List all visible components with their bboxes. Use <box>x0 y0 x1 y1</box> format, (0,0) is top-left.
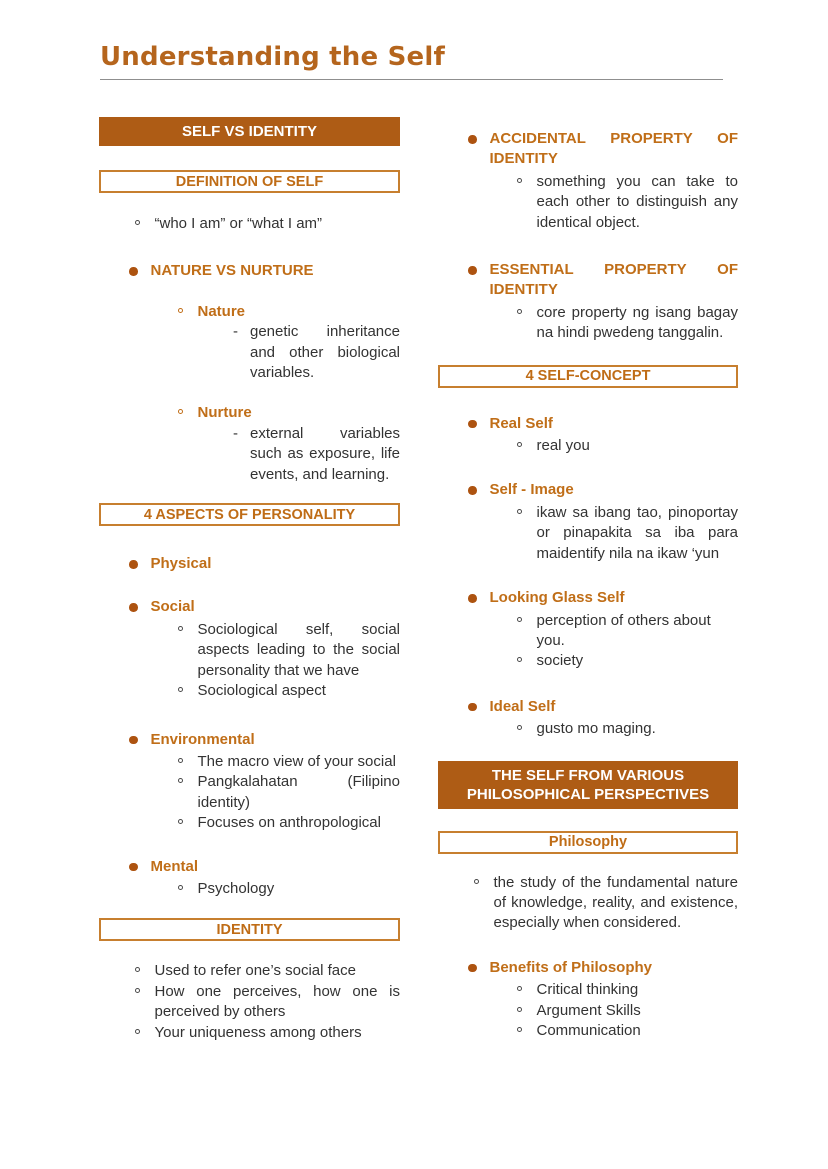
box-header-philosophy: Philosophy <box>438 831 738 854</box>
heading-text: Physical <box>150 555 212 573</box>
dash-bullet-icon <box>233 322 250 342</box>
banner-philosophical-perspectives: THE SELF FROM VARIOUS PHILOSOPHICAL PERSPECTIVES <box>438 761 738 809</box>
sub-list-item <box>99 681 400 701</box>
hollow-bullet-icon <box>517 178 522 183</box>
hollow-bullet-icon <box>178 687 183 692</box>
dash-list-item <box>99 322 400 383</box>
list-heading-physical <box>99 554 400 574</box>
item-text: Communication <box>536 1021 641 1039</box>
hollow-bullet-icon <box>178 758 183 763</box>
list-item <box>438 873 738 934</box>
sub-list-item <box>99 772 400 813</box>
sub-list-item <box>99 813 400 833</box>
hollow-bullet-icon <box>178 778 183 783</box>
list-subheading-nurture <box>99 403 400 423</box>
list-heading-mental <box>99 857 400 877</box>
list-heading-benefits-of-philosophy <box>438 958 738 978</box>
filled-bullet-icon <box>129 560 138 569</box>
heading-text: Mental <box>150 857 199 875</box>
list-heading-essential-property <box>438 260 738 301</box>
sub-list-item <box>99 752 400 772</box>
item-text: core property ng isang bagay na hindi pwedeng tanggalin. <box>536 303 738 342</box>
hollow-bullet-icon <box>517 617 522 622</box>
list-heading-self-image <box>438 480 738 500</box>
hollow-bullet-icon <box>135 1029 140 1034</box>
list-heading-nature-vs-nurture <box>99 261 400 281</box>
box-header-identity: IDENTITY <box>99 918 400 941</box>
hollow-bullet-icon <box>135 967 140 972</box>
sub-list-item <box>99 620 400 681</box>
item-text: Psychology <box>197 879 275 897</box>
title-underline <box>100 79 723 80</box>
box-header-4-self-concept: 4 SELF-CONCEPT <box>438 365 738 388</box>
right-column <box>438 117 738 1043</box>
hollow-bullet-icon <box>178 819 183 824</box>
item-text: Critical thinking <box>536 981 639 999</box>
sub-list-item <box>438 719 738 739</box>
heading-text: Self - Image <box>489 481 574 499</box>
item-text: the study of the fundamental nature of knowledge, reality, and existence, especially when considered. <box>493 873 738 932</box>
item-text: Argument Skills <box>536 1001 641 1019</box>
heading-text: Benefits of Philosophy <box>489 958 653 976</box>
heading-text: ESSENTIAL PROPERTY OF IDENTITY <box>489 261 738 299</box>
item-text: Your uniqueness among others <box>154 1023 362 1041</box>
item-text: perception of others about you. <box>536 611 711 649</box>
item-text: Sociological aspect <box>197 682 326 700</box>
item-text: Pangkalahatan (Filipino identity) <box>197 773 400 811</box>
filled-bullet-icon <box>468 703 477 712</box>
item-text: society <box>536 652 584 670</box>
hollow-bullet-icon <box>517 725 522 730</box>
sub-list-item <box>438 651 738 671</box>
heading-text: Real Self <box>489 414 553 432</box>
sub-list-item <box>438 436 738 456</box>
dash-list-item <box>99 424 400 485</box>
filled-bullet-icon <box>468 486 477 495</box>
hollow-bullet-icon <box>178 885 183 890</box>
item-text: Focuses on anthropological <box>197 814 381 832</box>
hollow-bullet-icon <box>474 879 479 884</box>
box-header-definition-of-self: DEFINITION OF SELF <box>99 170 400 193</box>
heading-text: NATURE VS NURTURE <box>150 262 314 280</box>
hollow-bullet-icon <box>178 308 183 313</box>
banner-self-vs-identity: SELF VS IDENTITY <box>99 117 400 146</box>
item-text: How one perceives, how one is perceived by others <box>154 982 400 1021</box>
filled-bullet-icon <box>468 135 477 144</box>
dash-bullet-icon <box>233 424 250 444</box>
hollow-bullet-icon <box>517 1027 522 1032</box>
item-text: ikaw sa ibang tao, pinoportay or pinapakita sa iba para maidentify nila na ikaw ‘yun <box>536 503 738 562</box>
filled-bullet-icon <box>129 603 138 612</box>
sub-list-item <box>438 611 738 652</box>
heading-text: ACCIDENTAL PROPERTY OF IDENTITY <box>489 130 738 168</box>
item-text: genetic inheritance and other biological variables. <box>250 323 400 382</box>
list-heading-looking-glass-self <box>438 588 738 608</box>
hollow-bullet-icon <box>135 220 140 225</box>
sub-list-item <box>438 980 738 1000</box>
hollow-bullet-icon <box>517 509 522 514</box>
filled-bullet-icon <box>129 863 138 872</box>
filled-bullet-icon <box>129 736 138 745</box>
heading-text: Social <box>150 598 195 616</box>
filled-bullet-icon <box>468 964 477 973</box>
hollow-bullet-icon <box>517 309 522 314</box>
hollow-bullet-icon <box>178 626 183 631</box>
list-item <box>99 982 400 1023</box>
list-heading-accidental-property <box>438 129 738 170</box>
hollow-bullet-icon <box>517 1007 522 1012</box>
item-text: The macro view of your social <box>197 752 396 770</box>
hollow-bullet-icon <box>517 657 522 662</box>
filled-bullet-icon <box>468 266 477 275</box>
item-text: gusto mo maging. <box>536 720 656 738</box>
list-item <box>99 961 400 981</box>
hollow-bullet-icon <box>178 409 183 414</box>
item-text: external variables such as exposure, life events, and learning. <box>250 424 400 483</box>
heading-text: Environmental <box>150 730 255 748</box>
list-heading-real-self <box>438 414 738 434</box>
content-columns <box>99 117 828 1043</box>
sub-list-item <box>438 1001 738 1021</box>
filled-bullet-icon <box>468 420 477 429</box>
sub-list-item <box>438 172 738 233</box>
sub-list-item <box>99 879 400 899</box>
filled-bullet-icon <box>468 594 477 603</box>
left-column <box>99 117 400 1043</box>
hollow-bullet-icon <box>517 986 522 991</box>
filled-bullet-icon <box>129 267 138 276</box>
item-text: something you can take to each other to distinguish any identical object. <box>536 172 738 231</box>
sub-list-item <box>438 503 738 564</box>
item-text: “who I am” or “what I am” <box>154 215 323 232</box>
box-header-4-aspects-of-personality: 4 ASPECTS OF PERSONALITY <box>99 503 400 526</box>
page-title: Understanding the Self <box>100 42 445 72</box>
subheading-text: Nature <box>197 302 246 320</box>
list-item <box>99 1023 400 1043</box>
sub-list-item <box>438 1021 738 1041</box>
document-header <box>0 0 828 80</box>
item-text: Used to refer one’s social face <box>154 962 356 980</box>
list-item <box>99 214 400 234</box>
list-heading-social <box>99 597 400 617</box>
heading-text: Ideal Self <box>489 697 556 715</box>
hollow-bullet-icon <box>135 988 140 993</box>
sub-list-item <box>438 303 738 344</box>
list-subheading-nature <box>99 302 400 322</box>
item-text: real you <box>536 437 590 455</box>
item-text: Sociological self, social aspects leading to the social personality that we have <box>197 620 400 679</box>
hollow-bullet-icon <box>517 442 522 447</box>
heading-text: Looking Glass Self <box>489 589 625 607</box>
list-heading-ideal-self <box>438 697 738 717</box>
list-heading-environmental <box>99 730 400 750</box>
subheading-text: Nurture <box>197 404 252 422</box>
